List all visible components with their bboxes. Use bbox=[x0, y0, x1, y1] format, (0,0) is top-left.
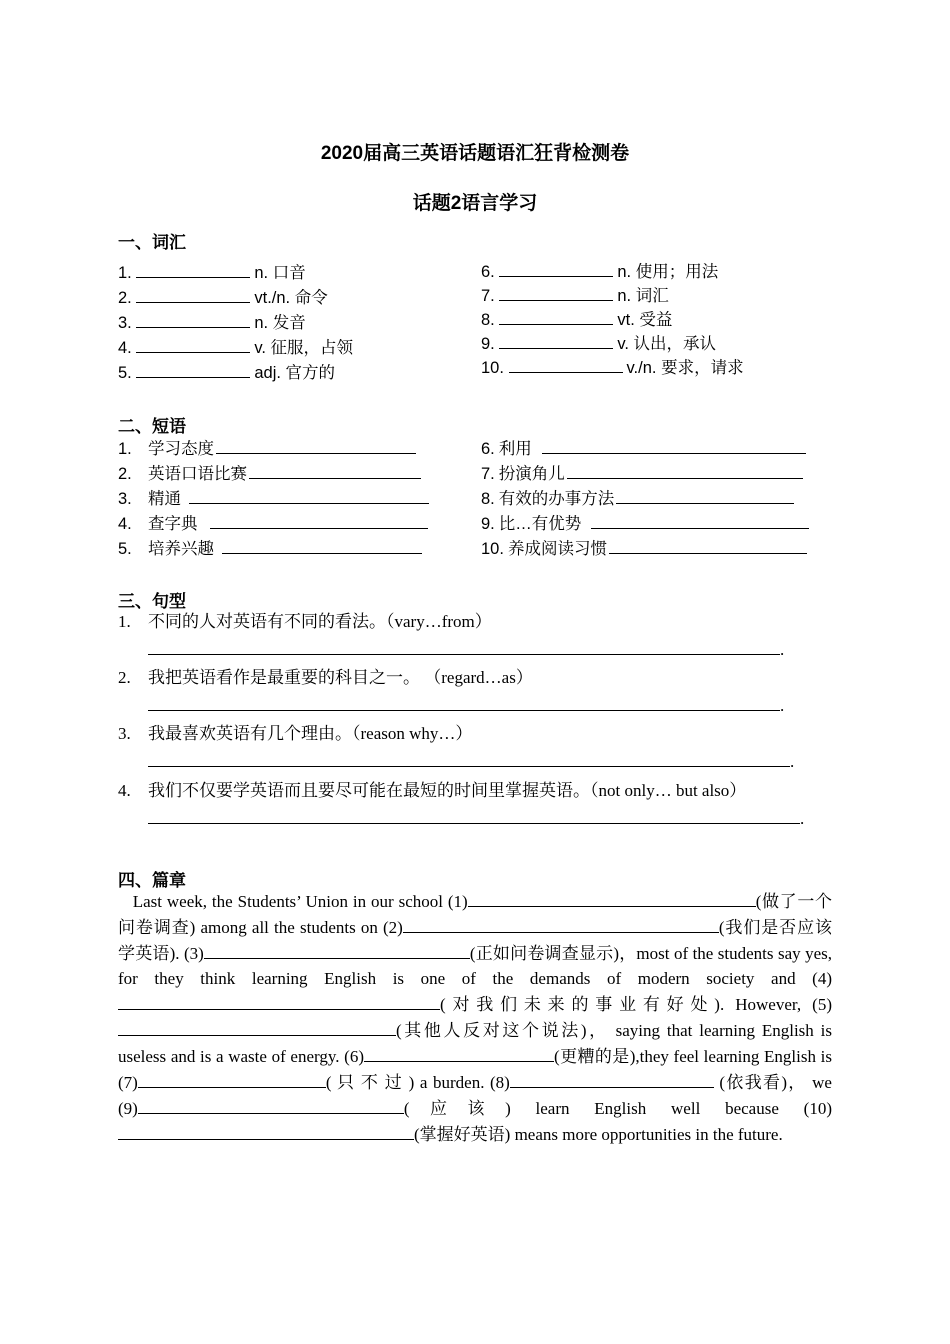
vocab-item bbox=[481, 283, 744, 307]
item-number: 10. bbox=[481, 359, 504, 377]
item-number: 6. bbox=[481, 440, 495, 458]
item-number: 7. bbox=[481, 287, 495, 305]
sentence-item: 4. 我们不仅要学英语而且要尽可能在最短的时间里掌握英语。（not only… but also） . bbox=[118, 777, 804, 831]
blank-5[interactable] bbox=[118, 1017, 396, 1036]
vocab-item bbox=[481, 259, 744, 283]
phrase-item bbox=[118, 461, 433, 486]
answer-blank[interactable] bbox=[249, 461, 421, 479]
item-definition: adj. 官方的 bbox=[254, 364, 336, 382]
answer-blank[interactable] bbox=[216, 436, 416, 454]
answer-line[interactable] bbox=[148, 805, 800, 824]
sentence-item: 1. 不同的人对英语有不同的看法。（vary…from） . bbox=[118, 608, 784, 662]
item-number: 3. bbox=[118, 314, 132, 332]
answer-line[interactable] bbox=[148, 692, 780, 711]
phrase-item bbox=[481, 461, 813, 486]
item-text: 比…有优势 bbox=[498, 515, 582, 533]
phrase-item bbox=[481, 536, 813, 561]
document-subtitle: 话题2语言学习 bbox=[412, 193, 538, 214]
sentence-prompt: 不同的人对英语有不同的看法。（vary…from） bbox=[148, 612, 492, 631]
item-text: 英语口语比赛 bbox=[148, 465, 247, 483]
item-text: 查字典 bbox=[148, 515, 198, 533]
item-definition: n. 口音 bbox=[254, 264, 306, 282]
item-text: 扮演角儿 bbox=[498, 465, 565, 483]
passage-segment: (我们是否应该学英语). (3) bbox=[118, 918, 832, 963]
blank-4[interactable] bbox=[118, 991, 440, 1010]
item-number: 5. bbox=[118, 364, 132, 382]
answer-blank[interactable] bbox=[210, 511, 428, 529]
item-number: 4. bbox=[118, 515, 132, 533]
item-number: 8. bbox=[481, 311, 495, 329]
blank-7[interactable] bbox=[138, 1069, 326, 1088]
item-number: 3. bbox=[118, 724, 131, 743]
passage-segment: (依我看)， we (9) bbox=[118, 1073, 832, 1118]
item-number: 5. bbox=[118, 540, 132, 558]
sentence-prompt: 我把英语看作是最重要的科目之一。 （regard…as） bbox=[148, 668, 533, 687]
item-text: 培养兴趣 bbox=[148, 540, 214, 558]
vocab-heading: 一、词汇 bbox=[118, 233, 186, 252]
sentence-prompt: 我们不仅要学英语而且要尽可能在最短的时间里掌握英语。（not only… but also） bbox=[148, 781, 747, 800]
item-number: 1. bbox=[118, 440, 132, 458]
item-number: 4. bbox=[118, 339, 132, 357]
phrase-item bbox=[118, 511, 433, 536]
item-number: 1. bbox=[118, 612, 131, 631]
vocab-list-right bbox=[481, 259, 744, 379]
phrase-list-left bbox=[118, 436, 433, 561]
passage-segment: (正如问卷调查显示)，most of the students say yes, for they think learning English is one of the demands of modern society and (4) bbox=[118, 944, 833, 988]
phrase-item bbox=[118, 436, 433, 461]
passage-segment: (做了一个问卷调查) among all the students on (2) bbox=[118, 892, 832, 937]
vocab-item bbox=[481, 307, 744, 331]
vocab-item bbox=[118, 310, 353, 335]
blank-10[interactable] bbox=[118, 1121, 414, 1140]
vocab-list-left bbox=[118, 260, 353, 385]
item-definition: v./n. 要求，请求 bbox=[626, 359, 744, 377]
vocab-item bbox=[118, 335, 353, 360]
item-definition: v. 征服，占领 bbox=[254, 339, 354, 357]
passage-segment: (对我们未来的事业有好处). However, (5) bbox=[440, 995, 832, 1014]
answer-blank[interactable] bbox=[136, 360, 250, 378]
phrase-item bbox=[118, 536, 433, 561]
passage-segment: (其他人反对这个说法)， saying that learning English is useless and is a waste of energy. (6) bbox=[118, 1021, 832, 1066]
answer-blank[interactable] bbox=[509, 355, 623, 373]
phrase-list-right bbox=[481, 436, 813, 561]
item-number: 9. bbox=[481, 515, 495, 533]
item-definition: vt. 受益 bbox=[617, 311, 673, 329]
item-text: 精通 bbox=[148, 490, 181, 508]
item-definition: n. 使用；用法 bbox=[617, 263, 719, 281]
vocab-item bbox=[118, 260, 353, 285]
answer-blank[interactable] bbox=[222, 536, 422, 554]
item-number: 6. bbox=[481, 263, 495, 281]
blank-6[interactable] bbox=[364, 1043, 554, 1062]
blank-3[interactable] bbox=[204, 940, 470, 959]
item-number: 1. bbox=[118, 264, 132, 282]
answer-blank[interactable] bbox=[189, 486, 429, 504]
sentence-prompt: 我最喜欢英语有几个理由。（reason why…） bbox=[148, 724, 473, 743]
item-number: 2. bbox=[118, 668, 131, 687]
blank-2[interactable] bbox=[403, 914, 719, 933]
answer-blank[interactable] bbox=[567, 461, 803, 479]
item-number: 10. bbox=[481, 540, 504, 558]
blank-1[interactable] bbox=[468, 888, 756, 907]
item-definition: vt./n. 命令 bbox=[254, 289, 328, 307]
item-text: 利用 bbox=[498, 440, 532, 458]
item-number: 9. bbox=[481, 335, 495, 353]
blank-9[interactable] bbox=[138, 1095, 404, 1114]
answer-blank[interactable] bbox=[542, 436, 806, 454]
sentence-heading: 三、句型 bbox=[118, 592, 186, 611]
item-text: 学习态度 bbox=[148, 440, 214, 458]
vocab-item bbox=[118, 285, 353, 310]
item-number: 8. bbox=[481, 490, 495, 508]
answer-blank[interactable] bbox=[616, 486, 794, 504]
item-number: 2. bbox=[118, 465, 132, 483]
item-definition: n. 词汇 bbox=[617, 287, 669, 305]
phrase-item bbox=[481, 436, 813, 461]
item-number: 2. bbox=[118, 289, 132, 307]
vocab-item bbox=[481, 355, 744, 379]
phrase-item bbox=[481, 511, 813, 536]
answer-blank[interactable] bbox=[136, 335, 250, 353]
phrase-item bbox=[481, 486, 813, 511]
answer-blank[interactable] bbox=[609, 536, 807, 554]
answer-blank[interactable] bbox=[499, 283, 613, 301]
answer-blank[interactable] bbox=[499, 259, 613, 277]
answer-blank[interactable] bbox=[136, 285, 250, 303]
item-text: 有效的办事方法 bbox=[498, 490, 615, 508]
passage-segment: ( 只 不 过 ) a burden. (8) bbox=[325, 1073, 510, 1092]
passage-segment: (应该) learn English well because (10) bbox=[403, 1099, 832, 1118]
sentence-item: 2. 我把英语看作是最重要的科目之一。 （regard…as） . bbox=[118, 664, 784, 718]
vocab-item bbox=[118, 360, 353, 385]
phrase-heading: 二、短语 bbox=[118, 417, 186, 436]
document-title: 2020届高三英语话题语汇狂背检测卷 bbox=[320, 143, 630, 164]
answer-line[interactable] bbox=[148, 636, 780, 655]
item-number: 4. bbox=[118, 781, 131, 800]
item-number: 7. bbox=[481, 465, 495, 483]
answer-blank[interactable] bbox=[136, 310, 250, 328]
passage-text bbox=[118, 888, 832, 1147]
answer-blank[interactable] bbox=[136, 260, 250, 278]
phrase-item bbox=[118, 486, 433, 511]
vocab-item bbox=[481, 331, 744, 355]
item-text: 养成阅读习惯 bbox=[507, 540, 607, 558]
item-definition: v. 认出，承认 bbox=[617, 335, 717, 353]
answer-line[interactable] bbox=[148, 748, 790, 767]
sentence-item: 3. 我最喜欢英语有几个理由。（reason why…） . bbox=[118, 720, 794, 774]
passage-segment: (掌握好英语) means more opportunities in the future. bbox=[414, 1125, 783, 1144]
answer-blank[interactable] bbox=[499, 331, 613, 349]
passage-segment: (更糟的是),they feel learning English is (7) bbox=[118, 1047, 832, 1092]
item-number: 3. bbox=[118, 490, 132, 508]
passage-segment: Last week, the Students’ Union in our school (1) bbox=[132, 892, 468, 911]
item-definition: n. 发音 bbox=[254, 314, 306, 332]
answer-blank[interactable] bbox=[499, 307, 613, 325]
answer-blank[interactable] bbox=[591, 511, 809, 529]
blank-8[interactable] bbox=[510, 1069, 714, 1088]
passage-heading: 四、篇章 bbox=[118, 871, 186, 890]
